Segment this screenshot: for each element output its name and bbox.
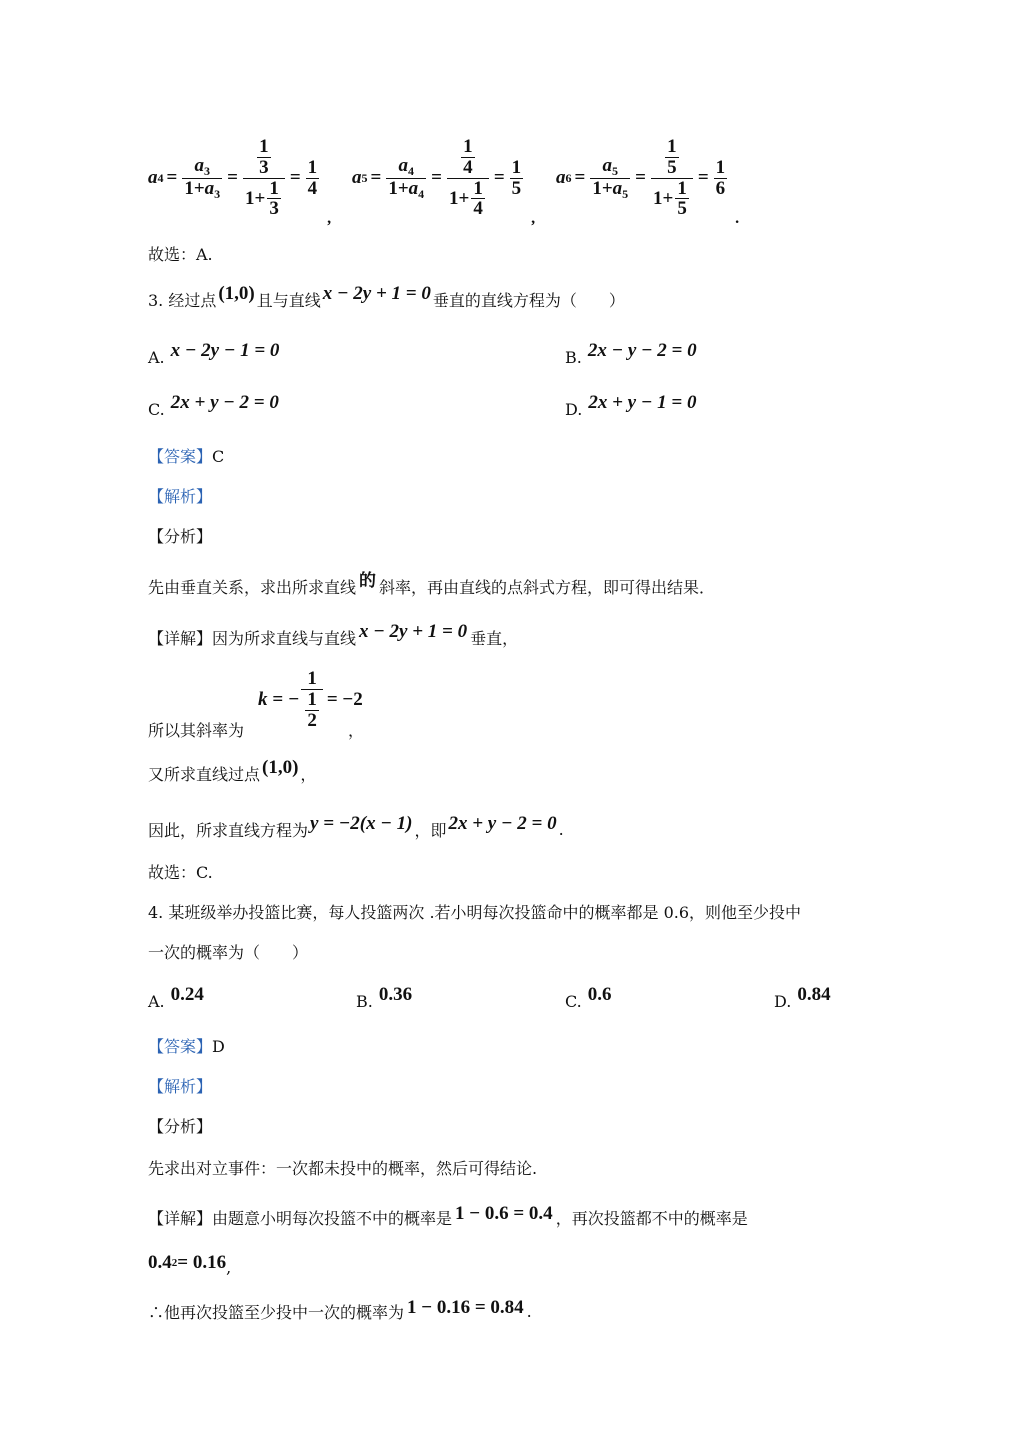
- q3-option-b[interactable]: B. 2x − y − 2 = 0: [565, 340, 697, 367]
- q2-choice: 故选：A.: [148, 245, 213, 264]
- q3-slope-formula: k = − $\frac{1}{\frac{1}{2}}$ = −2: [258, 668, 363, 731]
- q3-slope-text: 所以其斜率为 ，: [148, 721, 365, 740]
- q3-pass-point: 又所求直线过点 (1,0) ，: [148, 756, 317, 784]
- q3-analysis-tag: 【解析】: [148, 487, 213, 506]
- q4-square: 0.4 2 = 0.16 ,: [148, 1252, 232, 1277]
- q4-stem-line1: 4. 某班级举办投篮比赛，每人投篮两次 .若小明每次投篮命中的概率都是 0.6，则他至少投中: [148, 903, 802, 922]
- q4-option-d[interactable]: D. 0.84: [774, 984, 831, 1011]
- q3-fenxi-text: 先由垂直关系，求出所求直线 的 斜率，再由直线的点斜式方程，即可得出结果．: [148, 571, 716, 597]
- q3-fenxi-tag: 【分析】: [148, 527, 213, 546]
- q3-answer: 【答案】C: [148, 447, 225, 466]
- q3-detail: 【详解】 因为所求直线与直线 x − 2y + 1 = 0 垂直，: [148, 620, 519, 648]
- q3-stem: 3. 经过点 (1,0) 且与直线 x − 2y + 1 = 0 垂直的直线方程为（ ）: [148, 282, 625, 310]
- q3-therefore: 因此，所求直线方程为 y = −2(x − 1) ，即 2x + y − 2 = 0 .: [148, 812, 564, 840]
- q4-analysis-tag: 【解析】: [148, 1077, 213, 1096]
- q3-choice: 故选：C.: [148, 863, 213, 882]
- q4-detail: 【详解】 由题意小明每次投篮不中的概率是 1 − 0.6 = 0.4 ，再次投篮都不中的概率是: [148, 1202, 748, 1228]
- q3-option-c[interactable]: C. 2x + y − 2 = 0: [148, 392, 279, 419]
- q4-fenxi-tag: 【分析】: [148, 1117, 213, 1136]
- q4-fenxi-text: 先求出对立事件：一次都未投中的概率，然后可得结论.: [148, 1159, 538, 1178]
- q4-option-c[interactable]: C. 0.6: [565, 984, 612, 1011]
- formula-a6: a 6 = $\frac{a_5}{1+a_5}$ = $\frac{1}{5}$ 1+ $\frac{1}{5}$ = $\frac{1}{6}$ .: [556, 135, 740, 227]
- q4-option-b[interactable]: B. 0.36: [356, 984, 413, 1011]
- q4-answer: 【答案】D: [148, 1037, 225, 1056]
- q4-final: ∴他再次投篮至少投中一次的概率为 1 − 0.16 = 0.84 .: [148, 1296, 532, 1322]
- q4-option-a[interactable]: A. 0.24: [148, 984, 204, 1011]
- q4-stem-line2: 一次的概率为（ ）: [148, 943, 309, 962]
- formula-a4: a 4 = $\frac{a_3}{1+a_3}$ = $\frac{1}{3}$ 1+ $\frac{1}{3}$ = $\frac{1}{4}$ ,: [148, 135, 332, 227]
- q3-option-a[interactable]: A. x − 2y − 1 = 0: [148, 340, 280, 367]
- q3-option-d[interactable]: D. 2x + y − 1 = 0: [565, 392, 697, 419]
- formula-a5: a 5 = $\frac{a_4}{1+a_4}$ = $\frac{1}{4}$ 1+ $\frac{1}{4}$ = $\frac{1}{5}$ ,: [352, 135, 536, 227]
